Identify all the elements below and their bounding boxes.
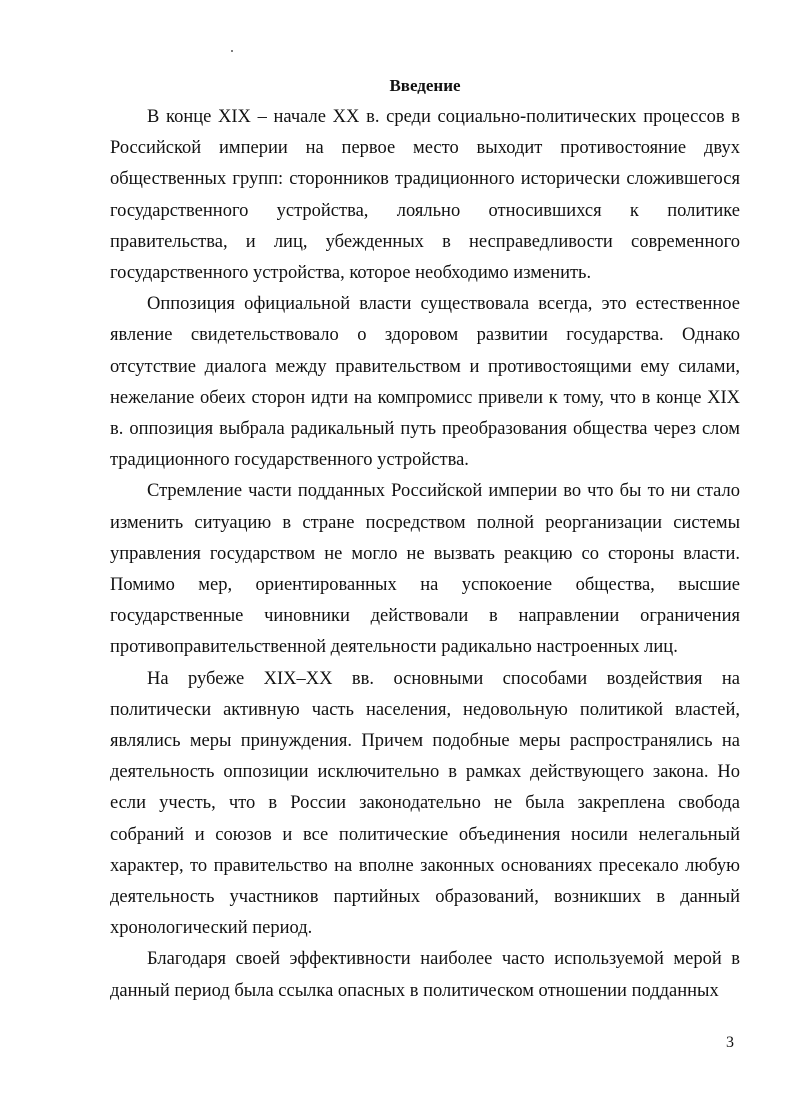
paragraph: На рубеже XIX–XX вв. основными способами воздействия на политически активную часть населения, недовольную политикой властей, являлись меры принуждения. Причем подобные меры распространялись на деятельность оппозиции исключительно в рамках действующего закона. Но если учесть, что в России законодательно не была закреплена свобода собраний и союзов и все политические объединения носили нелегальный характер, то правительство на вполне законных основаниях пресекало любую деятельность участников партийных образований, возникших в данный хронологический период. [110, 668, 740, 939]
scan-speck [231, 50, 233, 52]
paragraph: Оппозиция официальной власти существовала всегда, это естественное явление свидетельствовало о здоровом развитии государства. Однако отсутствие диалога между правительством и противостоящими ему силами, нежелание обеих сторон идти на компромисс привели к тому, что в конце XIX в. оппозиция выбрала радикальный путь преобразования общества через слом традиционного государственного устройства. [110, 294, 740, 471]
paragraph: Стремление части подданных Российской империи во что бы то ни стало изменить ситуацию в стране посредством полной реорганизации системы управления государством не могло не вызвать реакцию со стороны власти. Помимо мер, ориентированных на успокоение общества, высшие государственные чиновники действовали в направлении ограничения противоправительственной деятельности радикально настроенных лиц. [110, 481, 740, 658]
body-text [110, 102, 740, 1007]
section-heading: Введение [389, 76, 461, 95]
paragraph: В конце XIX – начале XX в. среди социально-политических процессов в Российской империи на первое место выходит противостояние двух общественных групп: сторонников традиционного исторически сложившегося государственного устройства, лояльно относившихся к политике правительства, и лиц, убежденных в несправедливости современного государственного устройства, которое необходимо изменить. [110, 107, 740, 284]
paragraph: Благодаря своей эффективности наиболее часто используемой мерой в данный период была ссылка опасных в политическом отношении подданных [110, 949, 740, 1001]
page-number: 3 [726, 1034, 734, 1051]
